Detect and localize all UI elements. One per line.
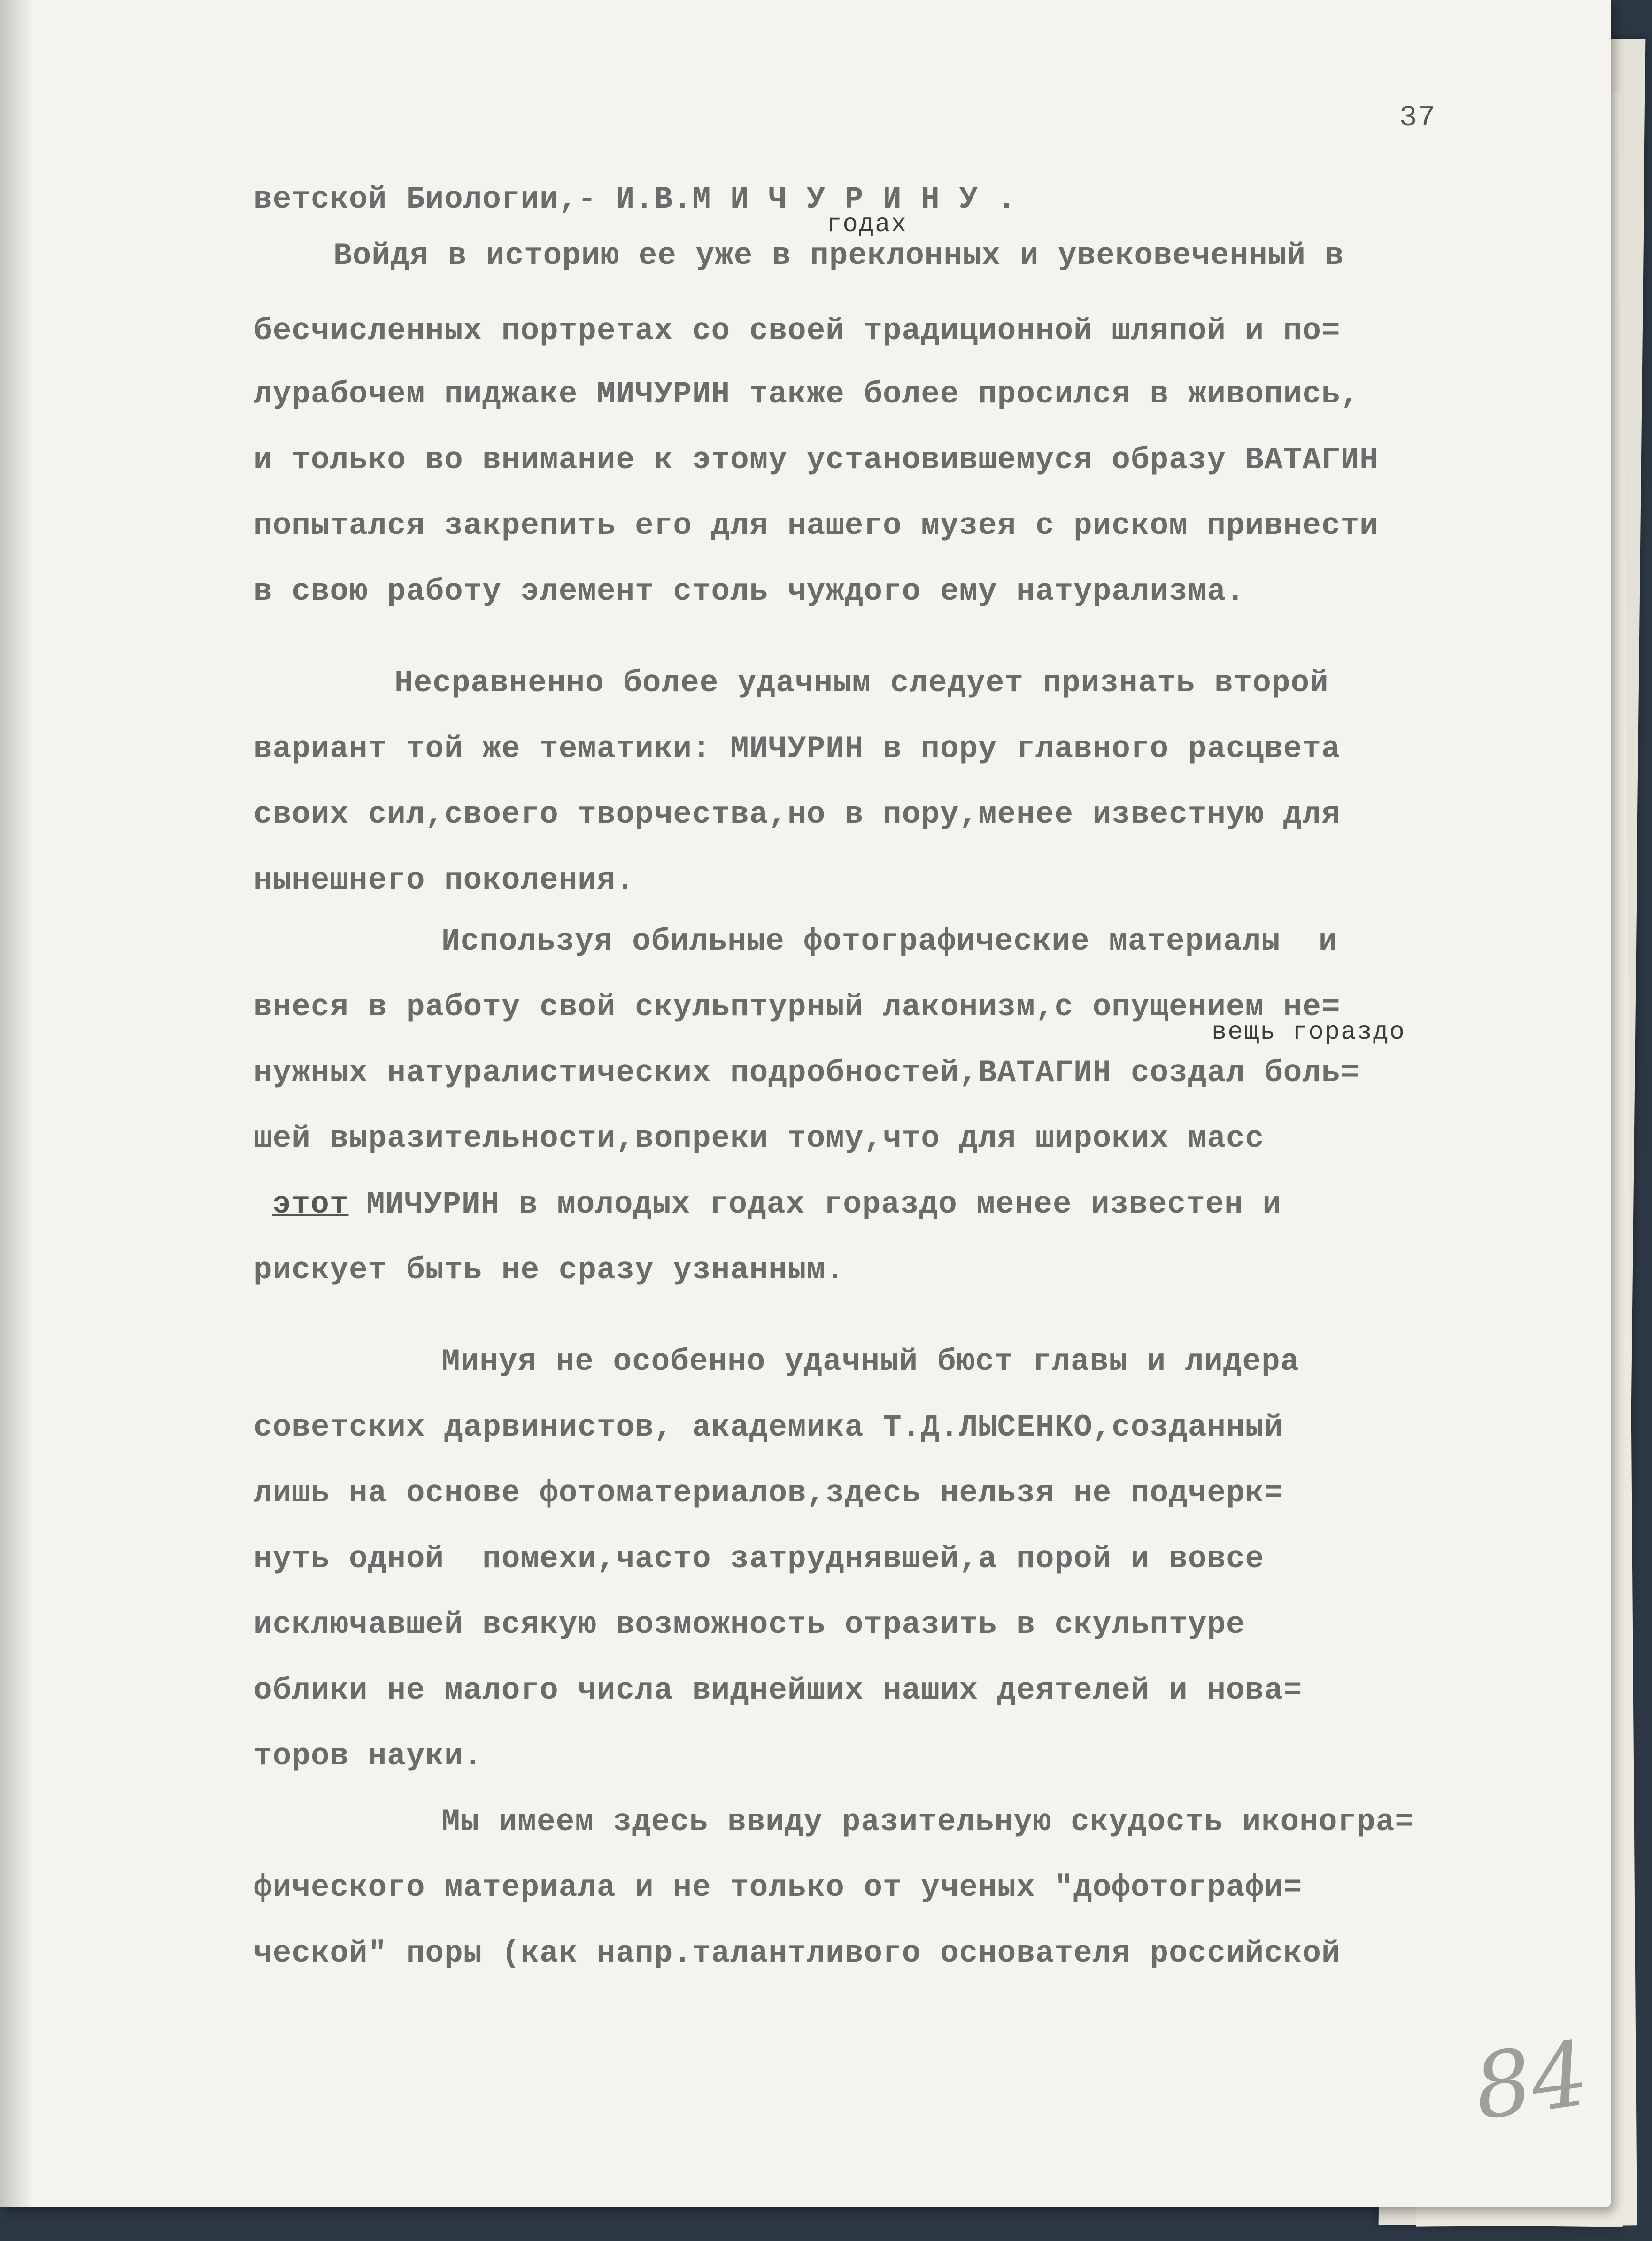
handwritten-folio-number: 84 (1467, 2021, 1595, 2140)
text-line-10: своих сил,своего творчества,но в пору,менее известную для (254, 797, 1341, 832)
text-line-4: лурабочем пиджаке МИЧУРИН также более просился в живопись, (254, 377, 1360, 412)
text-line-27: ческой" поры (как напр.талантливого основателя российской (254, 1936, 1341, 1971)
insertion-godakh: годах (826, 210, 908, 239)
text-line-6: попытался закрепить его для нашего музея с риском привнести (254, 508, 1379, 543)
text-line-23: облики не малого числа виднейших наших деятелей и нова= (254, 1673, 1303, 1708)
text-line-3: бесчисленных портретах со своей традиционной шляпой и по= (254, 313, 1341, 348)
text-line-16: МИЧУРИН в молодых годах гораздо менее известен и (366, 1187, 1282, 1222)
page-number: 37 (1399, 101, 1436, 134)
insertion-veshch: вещь гораздо (1212, 1018, 1405, 1047)
text-line-17: рискует быть не сразу узнанным. (254, 1252, 845, 1288)
text-line-24: торов науки. (254, 1739, 483, 1774)
text-line-2: Войдя в историю ее уже в преклонных и увековеченный в (333, 238, 1344, 273)
text-line-1: ветской Биологии,- И.В.М И Ч У Р И Н У . (254, 182, 1017, 217)
text-line-25: Мы имеем здесь ввиду разительную скудость иконогра= (441, 1804, 1414, 1839)
text-line-18: Минуя не особенно удачный бюст главы и лидера (441, 1344, 1300, 1379)
text-line-14: нужных натуралистических подробностей,ВАТАГИН создал боль= (254, 1055, 1360, 1090)
text-line-7: в свою работу элемент столь чуждого ему натурализма. (254, 574, 1245, 609)
text-line-12: Используя обильные фотографические материалы и (441, 924, 1338, 959)
text-line-8: Несравненно более удачным следует признать второй (394, 665, 1329, 701)
text-line-26: фического материала и не только от ученых "дофотографи= (254, 1870, 1303, 1905)
text-line-15: шей выразительности,вопреки тому,что для широких масс (254, 1121, 1265, 1156)
binding-shadow (0, 0, 33, 2207)
text-line-21: нуть одной помехи,часто затруднявшей,а порой и вовсе (254, 1541, 1265, 1576)
text-line-11: нынешнего поколения. (254, 863, 635, 898)
text-line-20: лишь на основе фотоматериалов,здесь нельзя не подчерк= (254, 1476, 1283, 1511)
text-line-19: советских дарвинистов, академика Т.Д.ЛЫСЕНКО,созданный (254, 1410, 1283, 1445)
underlined-word: этот (272, 1187, 349, 1222)
text-line-9: вариант той же тематики: МИЧУРИН в пору главного расцвета (254, 731, 1341, 766)
text-line-22: исключавшей всякую возможность отразить в скульптуре (254, 1607, 1245, 1642)
text-line-13: внеся в работу свой скульптурный лаконизм,с опущением не= (254, 989, 1341, 1025)
text-line-5: и только во внимание к этому установившемуся образу ВАТАГИН (254, 442, 1379, 478)
